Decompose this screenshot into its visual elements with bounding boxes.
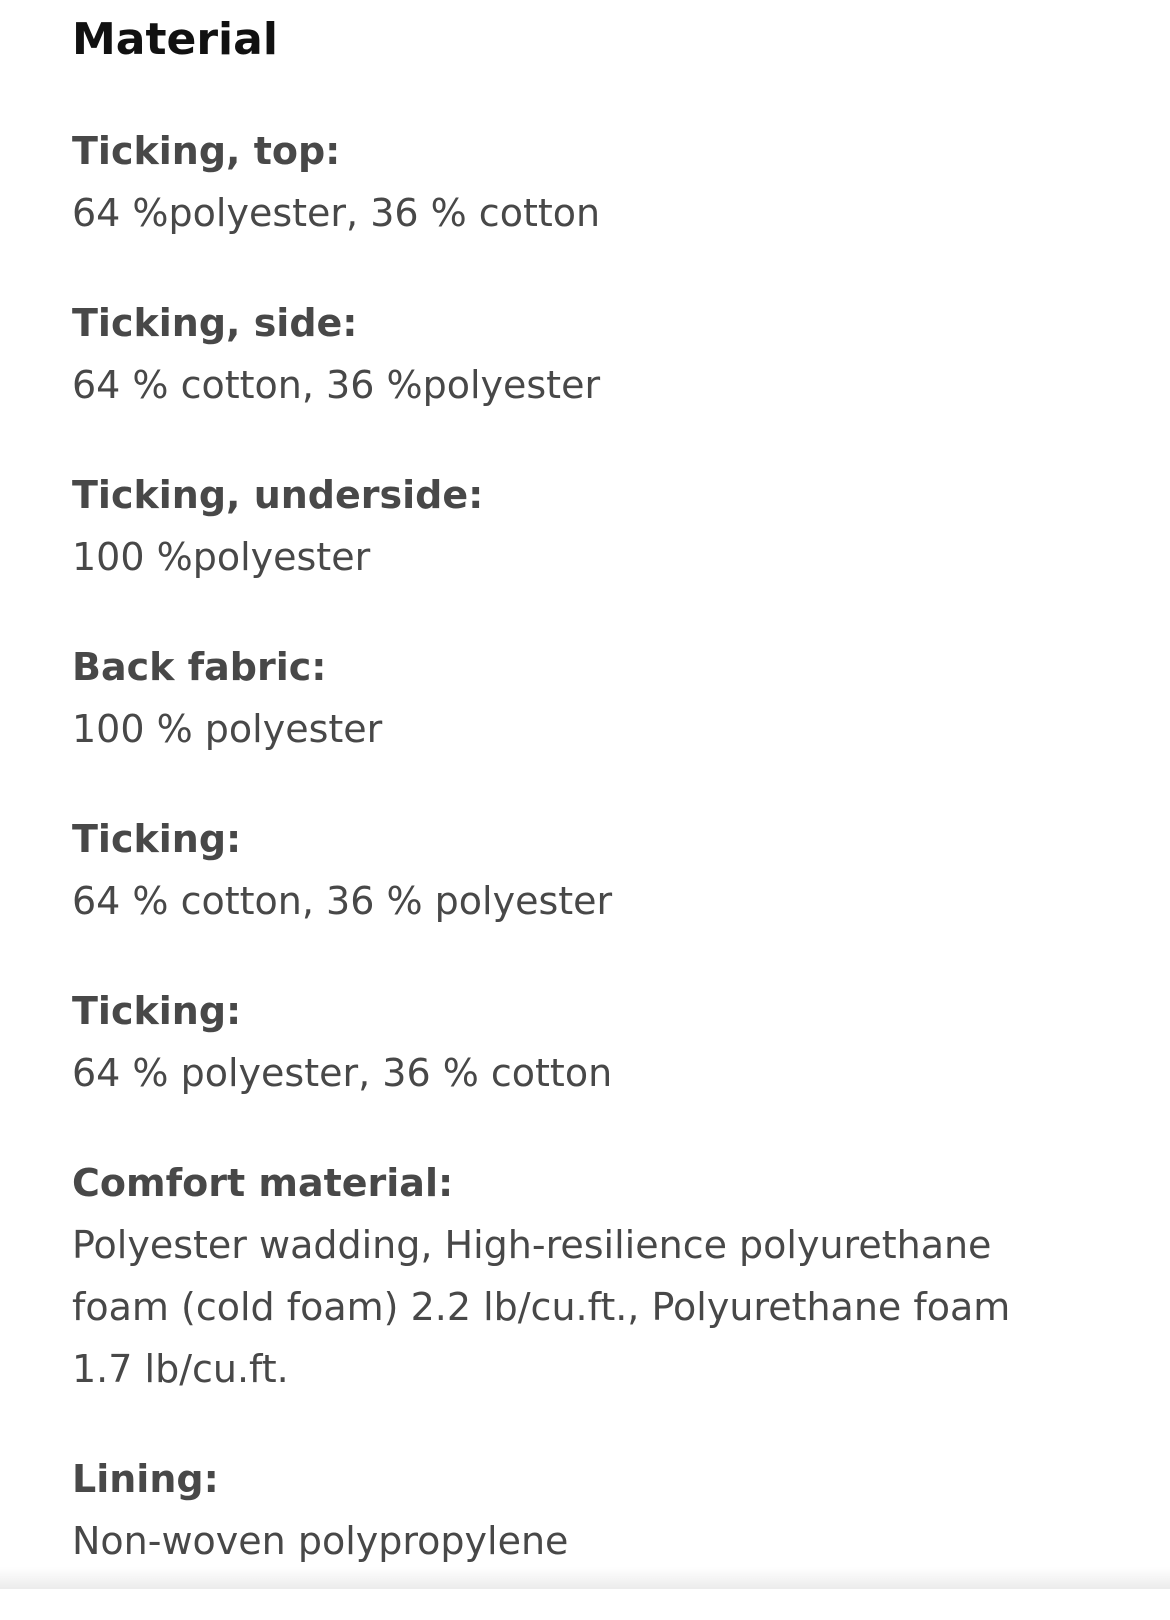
material-item-lining [72, 1448, 1072, 1572]
material-item-ticking-side [72, 292, 1072, 416]
material-item-back-fabric [72, 636, 1072, 760]
material-value: 64 % polyester, 36 % cotton [72, 1051, 613, 1095]
material-value: 100 % polyester [72, 707, 383, 751]
material-label: Back fabric: [72, 645, 327, 689]
material-item-comfort-material [72, 1152, 1072, 1400]
material-label: Ticking, side: [72, 301, 358, 345]
material-label: Comfort material: [72, 1161, 454, 1205]
material-label: Ticking: [72, 989, 242, 1033]
material-value: 100 %polyester [72, 535, 371, 579]
material-value: 64 % cotton, 36 %polyester [72, 363, 601, 407]
material-item-ticking-top [72, 120, 1072, 244]
material-value: Non-woven polypropylene [72, 1519, 569, 1563]
material-label: Lining: [72, 1457, 219, 1501]
material-label: Ticking: [72, 817, 242, 861]
material-label: Ticking, underside: [72, 473, 484, 517]
material-label: Ticking, top: [72, 129, 341, 173]
material-value: 64 % cotton, 36 % polyester [72, 879, 613, 923]
material-item-ticking-underside [72, 464, 1072, 588]
material-value: Polyester wadding, High-resilience polyurethane foam (cold foam) 2.2 lb/cu.ft., Polyurethane foam 1.7 lb/cu.ft. [72, 1223, 1011, 1391]
material-list [72, 120, 1072, 1620]
material-item-ticking-1 [72, 808, 1072, 932]
section-title: Material [72, 14, 278, 65]
material-value: 64 %polyester, 36 % cotton [72, 191, 601, 235]
material-item-ticking-2 [72, 980, 1072, 1104]
